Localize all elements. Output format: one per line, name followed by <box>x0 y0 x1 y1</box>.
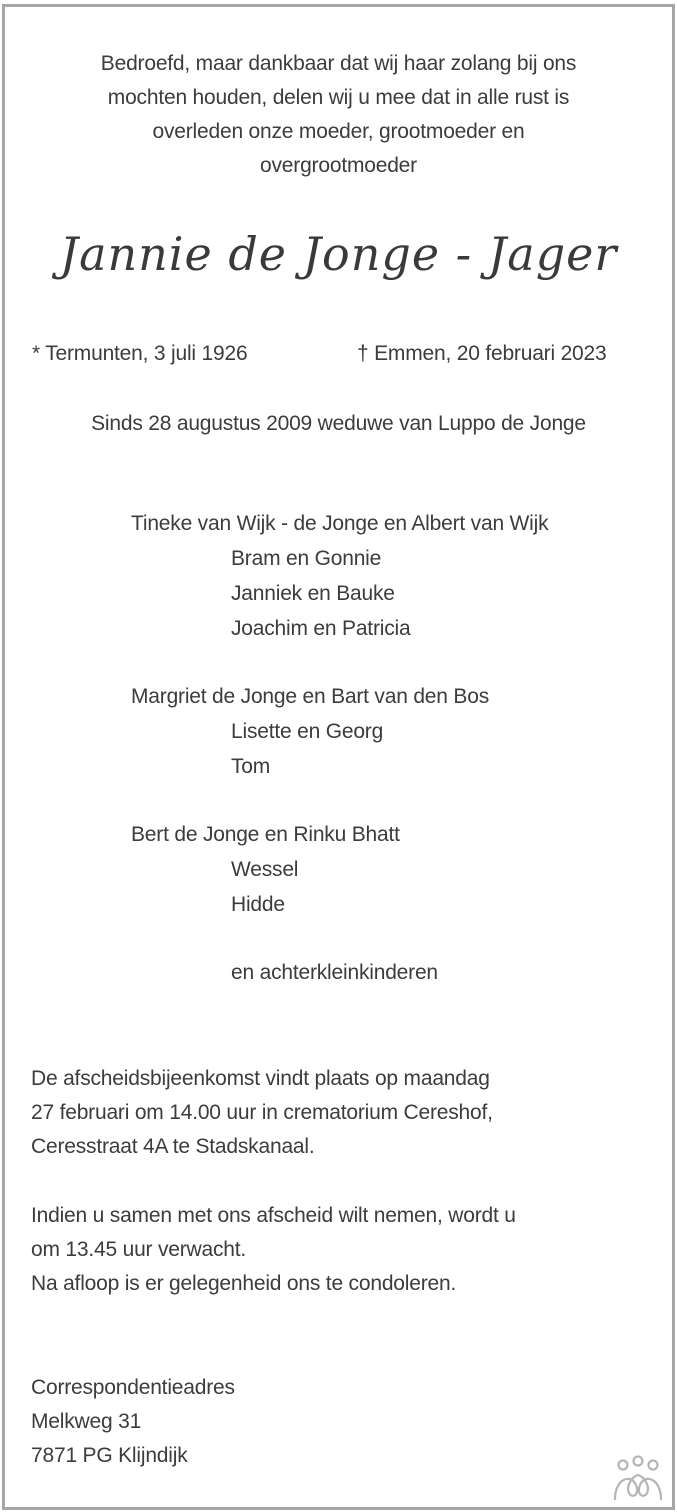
family-child: Tom <box>231 755 271 778</box>
family-child: Wessel <box>231 858 299 881</box>
obituary-card <box>2 4 675 1510</box>
family-parents: Bert de Jonge en Rinku Bhatt <box>131 823 400 846</box>
ceremony-line: 27 februari om 14.00 uur in crematorium Cereshof, <box>31 1101 493 1124</box>
intro-line: overgrootmoeder <box>260 154 417 177</box>
address-label: Correspondentieadres <box>31 1376 235 1399</box>
family-icon <box>612 1455 664 1501</box>
family-child: Lisette en Georg <box>231 720 384 743</box>
ceremony-line: Ceresstraat 4A te Stadskanaal. <box>31 1135 315 1158</box>
visit-info <box>31 1199 641 1301</box>
visit-line: Indien u samen met ons afscheid wilt nemen, wordt u <box>31 1204 516 1227</box>
ceremony-line: De afscheidsbijeenkomst vindt plaats op maandag <box>31 1067 490 1090</box>
widow-line: Sinds 28 augustus 2009 weduwe van Luppo de Jonge <box>91 412 586 435</box>
visit-line: Na afloop is er gelegenheid ons te condoleren. <box>31 1272 457 1295</box>
ceremony-info <box>31 1062 641 1164</box>
address-city: 7871 PG Klijndijk <box>31 1444 188 1467</box>
birth-info: * Termunten, 3 juli 1926 <box>32 342 248 365</box>
family-parents: Margriet de Jonge en Bart van den Bos <box>131 685 489 708</box>
correspondence-address <box>31 1371 235 1473</box>
intro-line: overleden onze moeder, grootmoeder en <box>152 120 525 143</box>
intro-text <box>5 47 672 183</box>
great-grandchildren: en achterkleinkinderen <box>231 961 438 984</box>
family-child: Bram en Gonnie <box>231 547 382 570</box>
family-child: Janniek en Bauke <box>231 582 395 605</box>
deceased-name: Jannie de Jonge - Jager <box>59 227 618 281</box>
intro-line: Bedroefd, maar dankbaar dat wij haar zolang bij ons <box>100 52 577 75</box>
death-info: † Emmen, 20 februari 2023 <box>357 342 607 365</box>
family-parents: Tineke van Wijk - de Jonge en Albert van Wijk <box>131 512 549 535</box>
visit-line: om 13.45 uur verwacht. <box>31 1238 247 1261</box>
family-child: Joachim en Patricia <box>231 617 411 640</box>
family-child: Hidde <box>231 893 285 916</box>
intro-line: mochten houden, delen wij u mee dat in alle rust is <box>107 86 570 109</box>
address-street: Melkweg 31 <box>31 1410 142 1433</box>
